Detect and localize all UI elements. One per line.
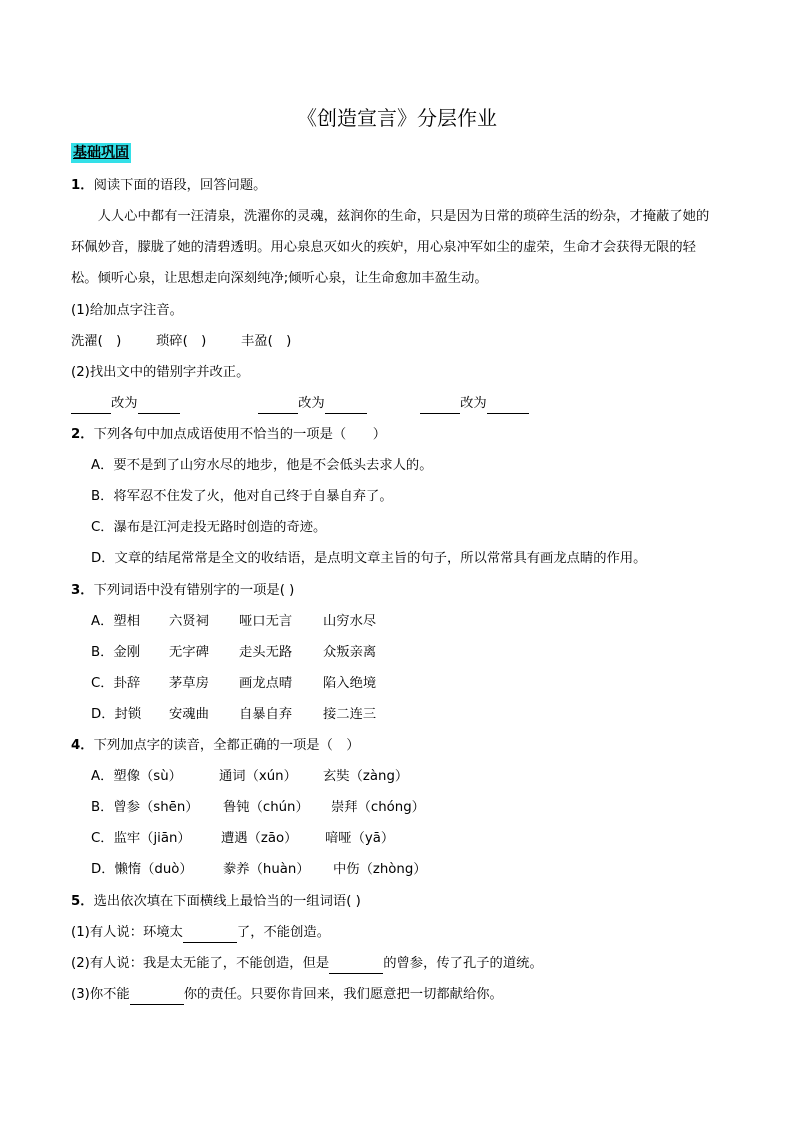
question-number: 3． [71, 583, 94, 598]
word: 六贤祠 [169, 614, 209, 629]
word: 山穷水尽 [323, 614, 377, 629]
pinyin-items [71, 332, 291, 352]
question-stem: 下列各句中加点成语使用不恰当的一项是（ ） [93, 427, 387, 442]
section-label: 基础巩固 [73, 145, 129, 161]
word: C．监牢（jiān） [91, 831, 191, 846]
sentence-text: (1)有人说：环境太 [71, 925, 183, 940]
word: 豢养（huàn） [223, 862, 310, 877]
blank[interactable] [325, 398, 367, 414]
word: 哑口无言 [239, 614, 293, 629]
page-title: 《创造宣言》分层作业 [297, 106, 497, 130]
question-5 [71, 892, 361, 912]
option-d[interactable] [91, 860, 427, 880]
option-c[interactable]: C．瀑布是江河走投无路时创造的奇迹。 [91, 520, 327, 535]
word: 陷入绝境 [323, 676, 377, 691]
sentence-text: 你的责任。只要你肯回来，我们愿意把一切都献给你。 [183, 987, 503, 1002]
word: D．懒惰（duò） [91, 862, 193, 877]
sentence-1 [71, 923, 330, 943]
blank[interactable] [420, 398, 460, 414]
sub-question-1: (1)给加点字注音。 [71, 303, 183, 318]
word: A．塑相 [91, 614, 140, 629]
blank[interactable] [130, 989, 184, 1005]
question-2 [71, 425, 386, 445]
change-to-label: 改为 [298, 396, 325, 411]
question-number: 5． [71, 894, 94, 909]
word: 玄奘（zàng） [323, 769, 409, 784]
option-b[interactable]: B．将军忍不住发了火，他对自己终于自暴自弃了。 [91, 489, 393, 504]
word: 崇拜（chóng） [331, 800, 425, 815]
sub-question-2: (2)找出文中的错别字并改正。 [71, 365, 250, 380]
pinyin-item: 琐碎( ) [156, 334, 207, 349]
word: 接二连三 [323, 707, 377, 722]
word: B．金刚 [91, 645, 141, 660]
word: 鲁钝（chún） [223, 800, 309, 815]
sentence-3 [71, 985, 503, 1005]
passage: 人人心中都有一汪清泉，洗濯你的灵魂，兹润你的生命，只是因为日常的琐碎生活的纷杂，才掩蔽了她的环佩妙音，朦胧了她的清碧透明。用心泉息灭如火的疾妒，用心泉冲军如尘的虚荣，生命才会获得无限的轻松。倾听心泉，让思想走向深刻纯净;倾听心泉，让生命愈加丰盈生动。 [71, 209, 710, 286]
question-number: 1． [71, 178, 94, 193]
blank[interactable] [487, 398, 529, 414]
word: C．卦辞 [91, 676, 141, 691]
word: 无字碑 [169, 645, 209, 660]
word: 众叛亲离 [323, 645, 377, 660]
blank[interactable] [71, 398, 111, 414]
sentence-text: 的曾参，传了孔子的道统。 [383, 956, 543, 971]
pinyin-item: 丰盈( ) [241, 334, 292, 349]
word: B．曾参（shēn） [91, 800, 199, 815]
pinyin-item: 洗濯( ) [71, 334, 122, 349]
blank[interactable] [258, 398, 298, 414]
question-number: 4． [71, 738, 94, 753]
question-stem: 选出依次填在下面横线上最恰当的一组词语( ) [93, 894, 361, 909]
option-d[interactable] [91, 705, 376, 725]
option-a[interactable] [91, 767, 408, 787]
option-b[interactable] [91, 643, 376, 663]
option-d[interactable]: D．文章的结尾常常是全文的收结语，是点明文章主旨的句子，所以常常具有画龙点睛的作用。 [91, 551, 647, 566]
word: 喑哑（yā） [325, 831, 395, 846]
word: 走头无路 [239, 645, 293, 660]
option-c[interactable] [91, 674, 376, 694]
sentence-text: (3)你不能 [71, 987, 130, 1002]
word: 安魂曲 [169, 707, 209, 722]
word: 画龙点晴 [239, 676, 293, 691]
correction-blanks [71, 394, 529, 414]
option-c[interactable] [91, 829, 394, 849]
sentence-text: (2)有人说：我是太无能了，不能创造，但是 [71, 956, 330, 971]
change-to-label: 改为 [460, 396, 487, 411]
word: 通词（xún） [219, 769, 297, 784]
blank[interactable] [329, 958, 383, 974]
word: 遭遇（zāo） [221, 831, 298, 846]
question-3 [71, 581, 294, 601]
blank[interactable] [183, 927, 237, 943]
option-a[interactable]: A．要不是到了山穷水尽的地步，他是不会低头去求人的。 [91, 458, 433, 473]
word: 茅草房 [169, 676, 209, 691]
word: 中伤（zhòng） [333, 862, 427, 877]
word: D．封锁 [91, 707, 142, 722]
option-b[interactable] [91, 798, 425, 818]
word: 自暴自弃 [239, 707, 293, 722]
question-1 [71, 176, 266, 196]
change-to-label: 改为 [111, 396, 138, 411]
sentence-2 [71, 954, 543, 974]
sentence-text: 了，不能创造。 [236, 925, 330, 940]
question-stem: 阅读下面的语段，回答问题。 [93, 178, 267, 193]
question-stem: 下列词语中没有错别字的一项是( ) [93, 583, 295, 598]
question-4 [71, 736, 360, 756]
blank[interactable] [138, 398, 180, 414]
question-number: 2． [71, 427, 94, 442]
option-a[interactable] [91, 612, 376, 632]
word: A．塑像（sù） [91, 769, 182, 784]
question-stem: 下列加点字的读音，全都正确的一项是（ ） [93, 738, 360, 753]
